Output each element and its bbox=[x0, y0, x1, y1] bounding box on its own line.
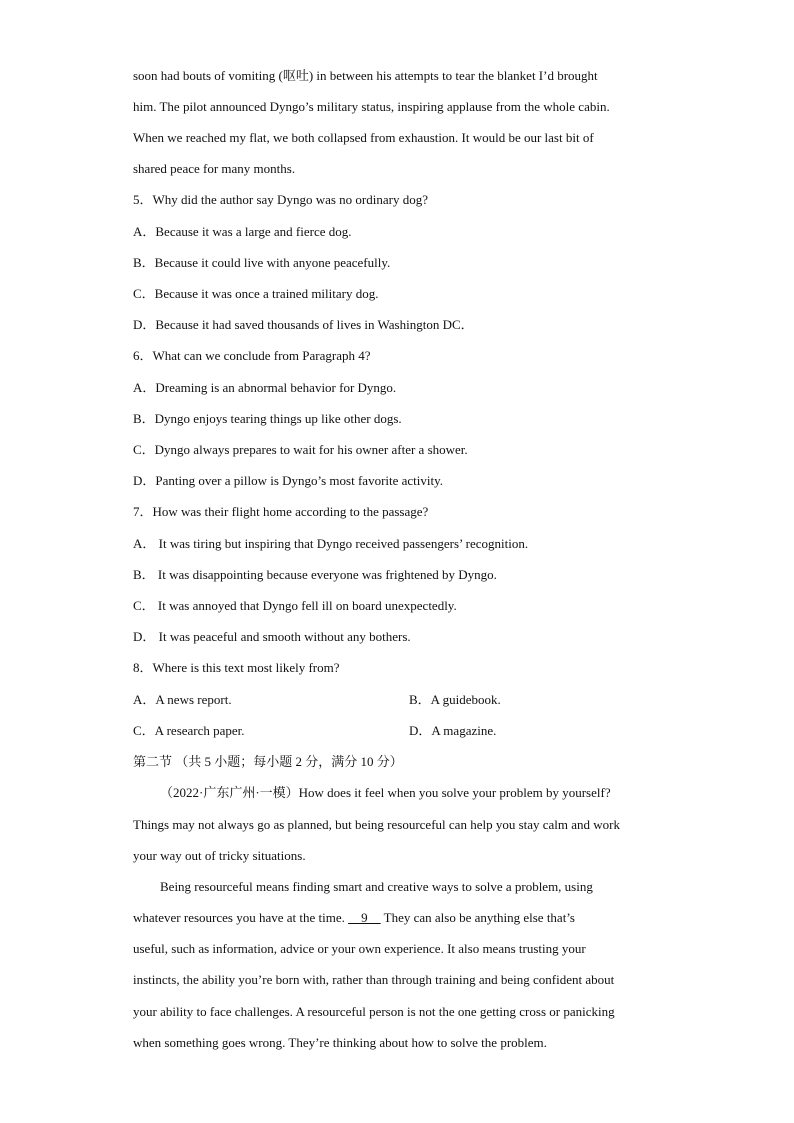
passage2-line: （2022·广东广州·一模）How does it feel when you solve your problem by yourself? bbox=[160, 785, 611, 800]
question-7-option-c: C． It was annoyed that Dyngo fell ill on board unexpectedly. bbox=[133, 598, 457, 613]
passage2-text: They can also be anything else that’s bbox=[380, 910, 575, 925]
question-7-option-d: D． It was peaceful and smooth without any bothers. bbox=[133, 629, 411, 644]
question-7-option-a: A． It was tiring but inspiring that Dyngo received passengers’ recognition. bbox=[133, 536, 529, 551]
passage2-blank-line bbox=[133, 910, 575, 926]
question-8-option-c: C．A research paper. bbox=[133, 723, 245, 738]
question-8-option-b: B．A guidebook. bbox=[409, 692, 501, 707]
question-7-stem: 7．How was their flight home according to the passage? bbox=[133, 504, 429, 519]
passage2-line: your ability to face challenges. A resourceful person is not the one getting cross or panicking bbox=[133, 1004, 615, 1019]
blank-9: 9 bbox=[348, 910, 381, 925]
passage2-line: Being resourceful means finding smart and creative ways to solve a problem, using bbox=[160, 879, 593, 894]
question-8-option-a: A．A news report. bbox=[133, 692, 232, 707]
passage2-line: instincts, the ability you’re born with, rather than through training and being confident about bbox=[133, 972, 615, 987]
passage2-text: whatever resources you have at the time. bbox=[133, 910, 349, 925]
passage-line: shared peace for many months. bbox=[133, 161, 296, 176]
question-6-option-d: D．Panting over a pillow is Dyngo’s most favorite activity. bbox=[133, 473, 444, 488]
passage2-line: your way out of tricky situations. bbox=[133, 848, 306, 863]
question-6-option-b: B．Dyngo enjoys tearing things up like other dogs. bbox=[133, 411, 402, 426]
question-5-option-c: C．Because it was once a trained military dog. bbox=[133, 286, 379, 301]
question-5-stem: 5．Why did the author say Dyngo was no ordinary dog? bbox=[133, 192, 428, 207]
passage-line: him. The pilot announced Dyngo’s military status, inspiring applause from the whole cabin. bbox=[133, 99, 610, 114]
question-5-option-d: D．Because it had saved thousands of lives in Washington DC． bbox=[133, 317, 474, 332]
question-6-stem: 6．What can we conclude from Paragraph 4? bbox=[133, 348, 371, 363]
question-8-option-d: D．A magazine. bbox=[409, 723, 497, 738]
question-5-option-b: B．Because it could live with anyone peacefully. bbox=[133, 255, 391, 270]
question-6-option-c: C．Dyngo always prepares to wait for his owner after a shower. bbox=[133, 442, 468, 457]
question-6-option-a: A．Dreaming is an abnormal behavior for Dyngo. bbox=[133, 380, 397, 395]
passage2-line: Things may not always go as planned, but being resourceful can help you stay calm and work bbox=[133, 817, 621, 832]
passage-line: soon had bouts of vomiting (呕吐) in between his attempts to tear the blanket I’d brought bbox=[133, 68, 598, 83]
section-2-header: 第二节 （共 5 小题；每小题 2 分，满分 10 分） bbox=[133, 754, 403, 769]
passage2-line: useful, such as information, advice or your own experience. It also means trusting your bbox=[133, 941, 586, 956]
question-7-option-b: B． It was disappointing because everyone was frightened by Dyngo. bbox=[133, 567, 497, 582]
passage2-line: when something goes wrong. They’re thinking about how to solve the problem. bbox=[133, 1035, 547, 1050]
question-5-option-a: A．Because it was a large and fierce dog. bbox=[133, 224, 352, 239]
passage-line: When we reached my flat, we both collapsed from exhaustion. It would be our last bit of bbox=[133, 130, 594, 145]
question-8-stem: 8．Where is this text most likely from? bbox=[133, 660, 340, 675]
